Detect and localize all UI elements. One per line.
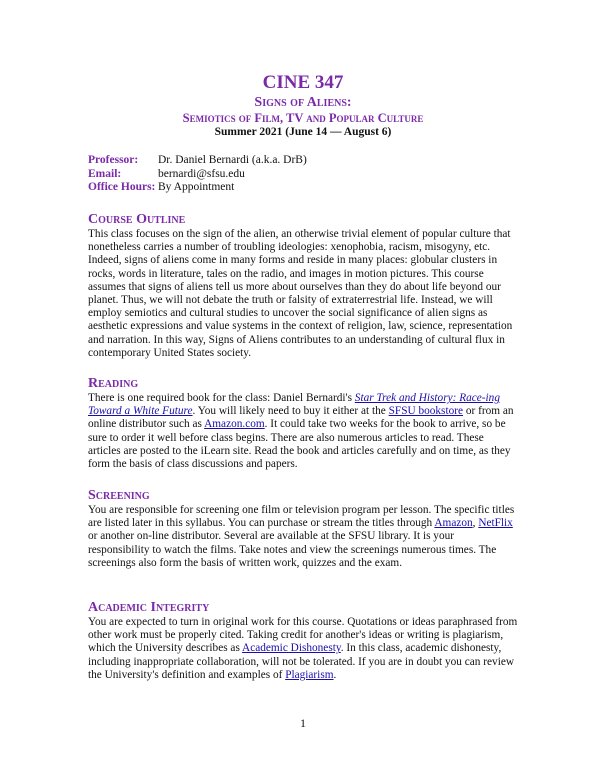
course-outline-text: This class focuses on the sign of the alien, an otherwise trivial element of popular culture that nonetheless carries a number of troubling ideologies: xenophobia, racism, misogyny, etc. Indeed, signs of aliens come in many forms and reside in many places: globular clusters in rocks, words in literature, tales on the radio, and images in motion pictures. This course assumes that signs of aliens tell us more about ourselves than they do about life beyond our planet. Thus, we will not debate the truth or falsity of extraterrestrial life. Instead, we will employ semiotics and cultural studies to uncover the social significance of alien signs as aesthetic expressions and value systems in the context of religion, law, science, representation and narration. In this way, Signs of Aliens contributes to an understanding of cultural flux in contemporary United States society. [88, 228, 513, 359]
academic-dishonesty-link[interactable]: Academic Dishonesty [242, 642, 341, 655]
email-label: Email: [88, 167, 122, 180]
integrity-text-1: You are expected to turn in original work for this course. Quotations or ideas paraphrased from other work must be properly cited. Taking credit for another's ideas or writing is plagiarism, which the University describes as [88, 616, 518, 655]
course-outline-section [88, 212, 518, 360]
professor-value: Dr. Daniel Bernardi (a.k.a. DrB) [158, 154, 307, 166]
course-code: CINE 347 [262, 72, 344, 93]
integrity-text-2: . In this class, academic dishonesty, including inappropriate collaboration, will not be tolerated. If you are in doubt you can review the University's definition and examples of [88, 642, 515, 681]
email-row [88, 168, 518, 182]
office-hours-value: By Appointment [158, 181, 235, 193]
reading-text-1: There is one required book for the class: Daniel Bernardi's [88, 392, 355, 404]
page-number: 1 [300, 716, 306, 730]
screening-text [88, 504, 518, 570]
professor-label: Professor: [88, 154, 139, 166]
academic-integrity-text [88, 616, 518, 682]
screening-heading: Screening [88, 488, 150, 503]
course-title: Signs of Aliens: [254, 95, 352, 110]
instructor-info [88, 154, 518, 195]
office-hours-label: Office Hours: [88, 181, 156, 193]
book-link[interactable]: Star Trek and History: Race-ing Toward a White Future [88, 392, 500, 418]
reading-text [88, 392, 518, 471]
office-hours-row [88, 181, 518, 195]
screening-text-2: , [472, 517, 479, 530]
course-outline-heading: Course Outline [88, 212, 186, 227]
academic-integrity-heading: Academic Integrity [88, 600, 210, 615]
amazon-com-link[interactable]: Amazon.com [204, 418, 265, 431]
course-subtitle: Semiotics of Film, TV and Popular Culture [182, 111, 424, 125]
plagiarism-link[interactable]: Plagiarism [285, 668, 334, 681]
screening-text-1: You are responsible for screening one film or television program per lesson. The specific titles are listed later in this syllabus. You can purchase or stream the titles through [88, 504, 515, 530]
course-term: Summer 2021 (June 14 — August 6) [214, 126, 392, 138]
netflix-link[interactable]: NetFlix [478, 517, 513, 530]
reading-text-4: . It could take two weeks for the book to arrive, so be sure to order it well before class begins. There are also numerous articles to read. These articles are posted to the iLearn site. Read the book and articles carefully and on time, as they form the basis of class discussions and papers. [88, 418, 511, 471]
reading-text-3: or from an online distributor such as [88, 405, 514, 431]
bookstore-link[interactable]: SFSU bookstore [388, 405, 464, 418]
integrity-text-3: . [333, 668, 337, 681]
professor-row [88, 154, 518, 168]
amazon-link[interactable]: Amazon [434, 517, 473, 530]
email-value: bernardi@sfsu.edu [158, 167, 245, 180]
screening-section [88, 488, 518, 570]
reading-text-2: . You will likely need to buy it either at the [192, 405, 389, 418]
academic-integrity-section [88, 600, 518, 682]
screening-text-3: or another on-line distributor. Several are available at the SFSU library. It is your responsibility to watch the films. Take notes and view the screenings numerous times. The screenings also form the basis of written work, quizzes and the exam. [88, 530, 497, 569]
reading-section [88, 376, 518, 471]
reading-heading: Reading [88, 376, 139, 391]
